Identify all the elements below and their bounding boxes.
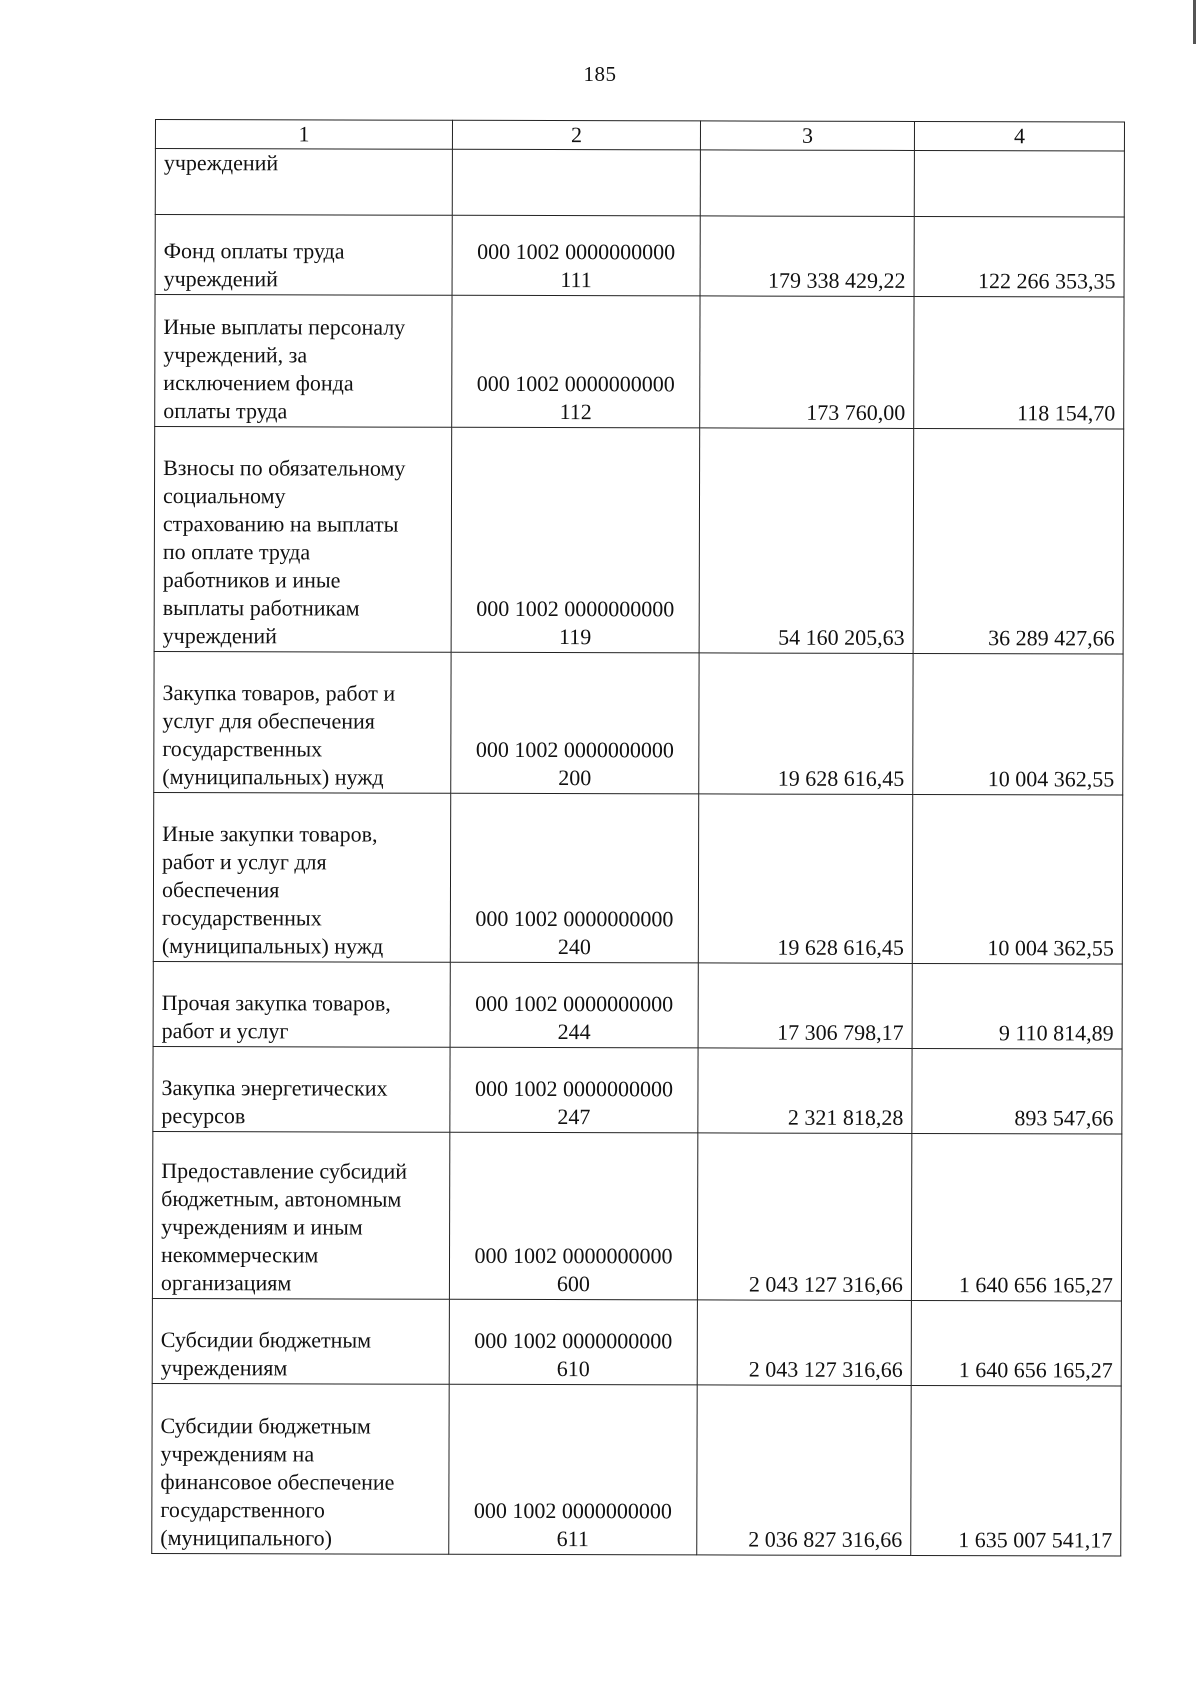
row-col3-amount bbox=[700, 150, 914, 217]
row-name: Иные закупки товаров, работ и услуг для обеспечения государственных (муниципальных) нужд bbox=[153, 792, 450, 962]
table-header-row bbox=[155, 120, 1124, 152]
row-col4-amount: 1 640 656 165,27 bbox=[911, 1133, 1121, 1301]
table-row bbox=[155, 215, 1124, 298]
row-col4-amount: 1 635 007 541,17 bbox=[911, 1385, 1121, 1556]
row-code: 000 1002 0000000000 247 bbox=[450, 1047, 698, 1133]
row-name: Прочая закупка товаров, работ и услуг bbox=[153, 961, 450, 1047]
budget-table bbox=[151, 119, 1125, 1557]
row-name: Субсидии бюджетным учреждениям bbox=[152, 1298, 449, 1384]
row-col3-amount: 2 036 827 316,66 bbox=[697, 1385, 911, 1556]
row-code: 000 1002 0000000000 611 bbox=[449, 1384, 697, 1555]
row-col4-amount: 118 154,70 bbox=[914, 296, 1124, 429]
header-col-4: 4 bbox=[914, 121, 1124, 151]
row-name: Предоставление субсидий бюджетным, автономным учреждениям и иным некоммерческим организациям bbox=[152, 1131, 449, 1299]
row-col4-amount bbox=[914, 150, 1124, 217]
header-col-1: 1 bbox=[155, 120, 452, 150]
row-col4-amount: 36 289 427,66 bbox=[913, 428, 1124, 654]
table-row bbox=[153, 792, 1122, 964]
row-col4-amount: 122 266 353,35 bbox=[914, 216, 1124, 297]
row-col3-amount: 17 306 798,17 bbox=[698, 963, 912, 1049]
table-row bbox=[152, 1298, 1121, 1386]
row-code: 000 1002 0000000000 200 bbox=[451, 652, 699, 794]
row-code: 000 1002 0000000000 600 bbox=[449, 1132, 697, 1300]
header-col-3: 3 bbox=[700, 121, 914, 151]
row-name: Субсидии бюджетным учреждениям на финансовое обеспечение государственного (муниципального) bbox=[152, 1383, 449, 1554]
row-col3-amount: 2 321 818,28 bbox=[698, 1048, 912, 1134]
row-col4-amount: 1 640 656 165,27 bbox=[911, 1300, 1121, 1386]
table-row bbox=[152, 1131, 1121, 1301]
row-col4-amount: 9 110 814,89 bbox=[912, 963, 1122, 1049]
row-code bbox=[452, 149, 700, 216]
row-col4-amount: 10 004 362,55 bbox=[912, 794, 1122, 964]
row-col4-amount: 10 004 362,55 bbox=[913, 653, 1123, 795]
table-row bbox=[155, 295, 1124, 430]
row-col3-amount: 2 043 127 316,66 bbox=[697, 1133, 911, 1301]
row-name: Закупка товаров, работ и услуг для обеспечения государственных (муниципальных) нужд bbox=[154, 651, 451, 793]
row-col3-amount: 179 338 429,22 bbox=[700, 216, 914, 297]
row-col3-amount: 173 760,00 bbox=[700, 296, 914, 429]
row-code: 000 1002 0000000000 240 bbox=[450, 793, 698, 963]
row-col3-amount: 54 160 205,63 bbox=[699, 428, 914, 654]
row-col3-amount: 19 628 616,45 bbox=[698, 794, 912, 964]
row-name: Фонд оплаты труда учреждений bbox=[155, 215, 452, 296]
row-name: Закупка энергетических ресурсов bbox=[153, 1046, 450, 1132]
row-col3-amount: 19 628 616,45 bbox=[699, 653, 913, 795]
header-col-2: 2 bbox=[452, 120, 700, 150]
row-code: 000 1002 0000000000 111 bbox=[452, 215, 700, 296]
table-row bbox=[153, 1046, 1122, 1134]
row-name: Иные выплаты персоналу учреждений, за исключением фонда оплаты труда bbox=[155, 295, 452, 428]
scan-edge-mark bbox=[1193, 0, 1196, 44]
row-code: 000 1002 0000000000 244 bbox=[450, 962, 698, 1048]
table-row bbox=[154, 651, 1123, 795]
row-code: 000 1002 0000000000 119 bbox=[451, 427, 700, 653]
row-name: Взносы по обязательному социальному страхованию на выплаты по оплате труда работников и иные выплаты работникам учреждений bbox=[154, 427, 452, 653]
row-code: 000 1002 0000000000 610 bbox=[449, 1299, 697, 1385]
row-col4-amount: 893 547,66 bbox=[912, 1048, 1122, 1134]
table-row bbox=[154, 427, 1124, 655]
row-col3-amount: 2 043 127 316,66 bbox=[697, 1300, 911, 1386]
table-row bbox=[153, 961, 1122, 1049]
table-row bbox=[155, 149, 1124, 218]
page-number: 185 bbox=[583, 62, 617, 86]
row-code: 000 1002 0000000000 112 bbox=[452, 295, 700, 428]
table-row bbox=[152, 1383, 1121, 1556]
row-name: учреждений bbox=[155, 149, 452, 216]
